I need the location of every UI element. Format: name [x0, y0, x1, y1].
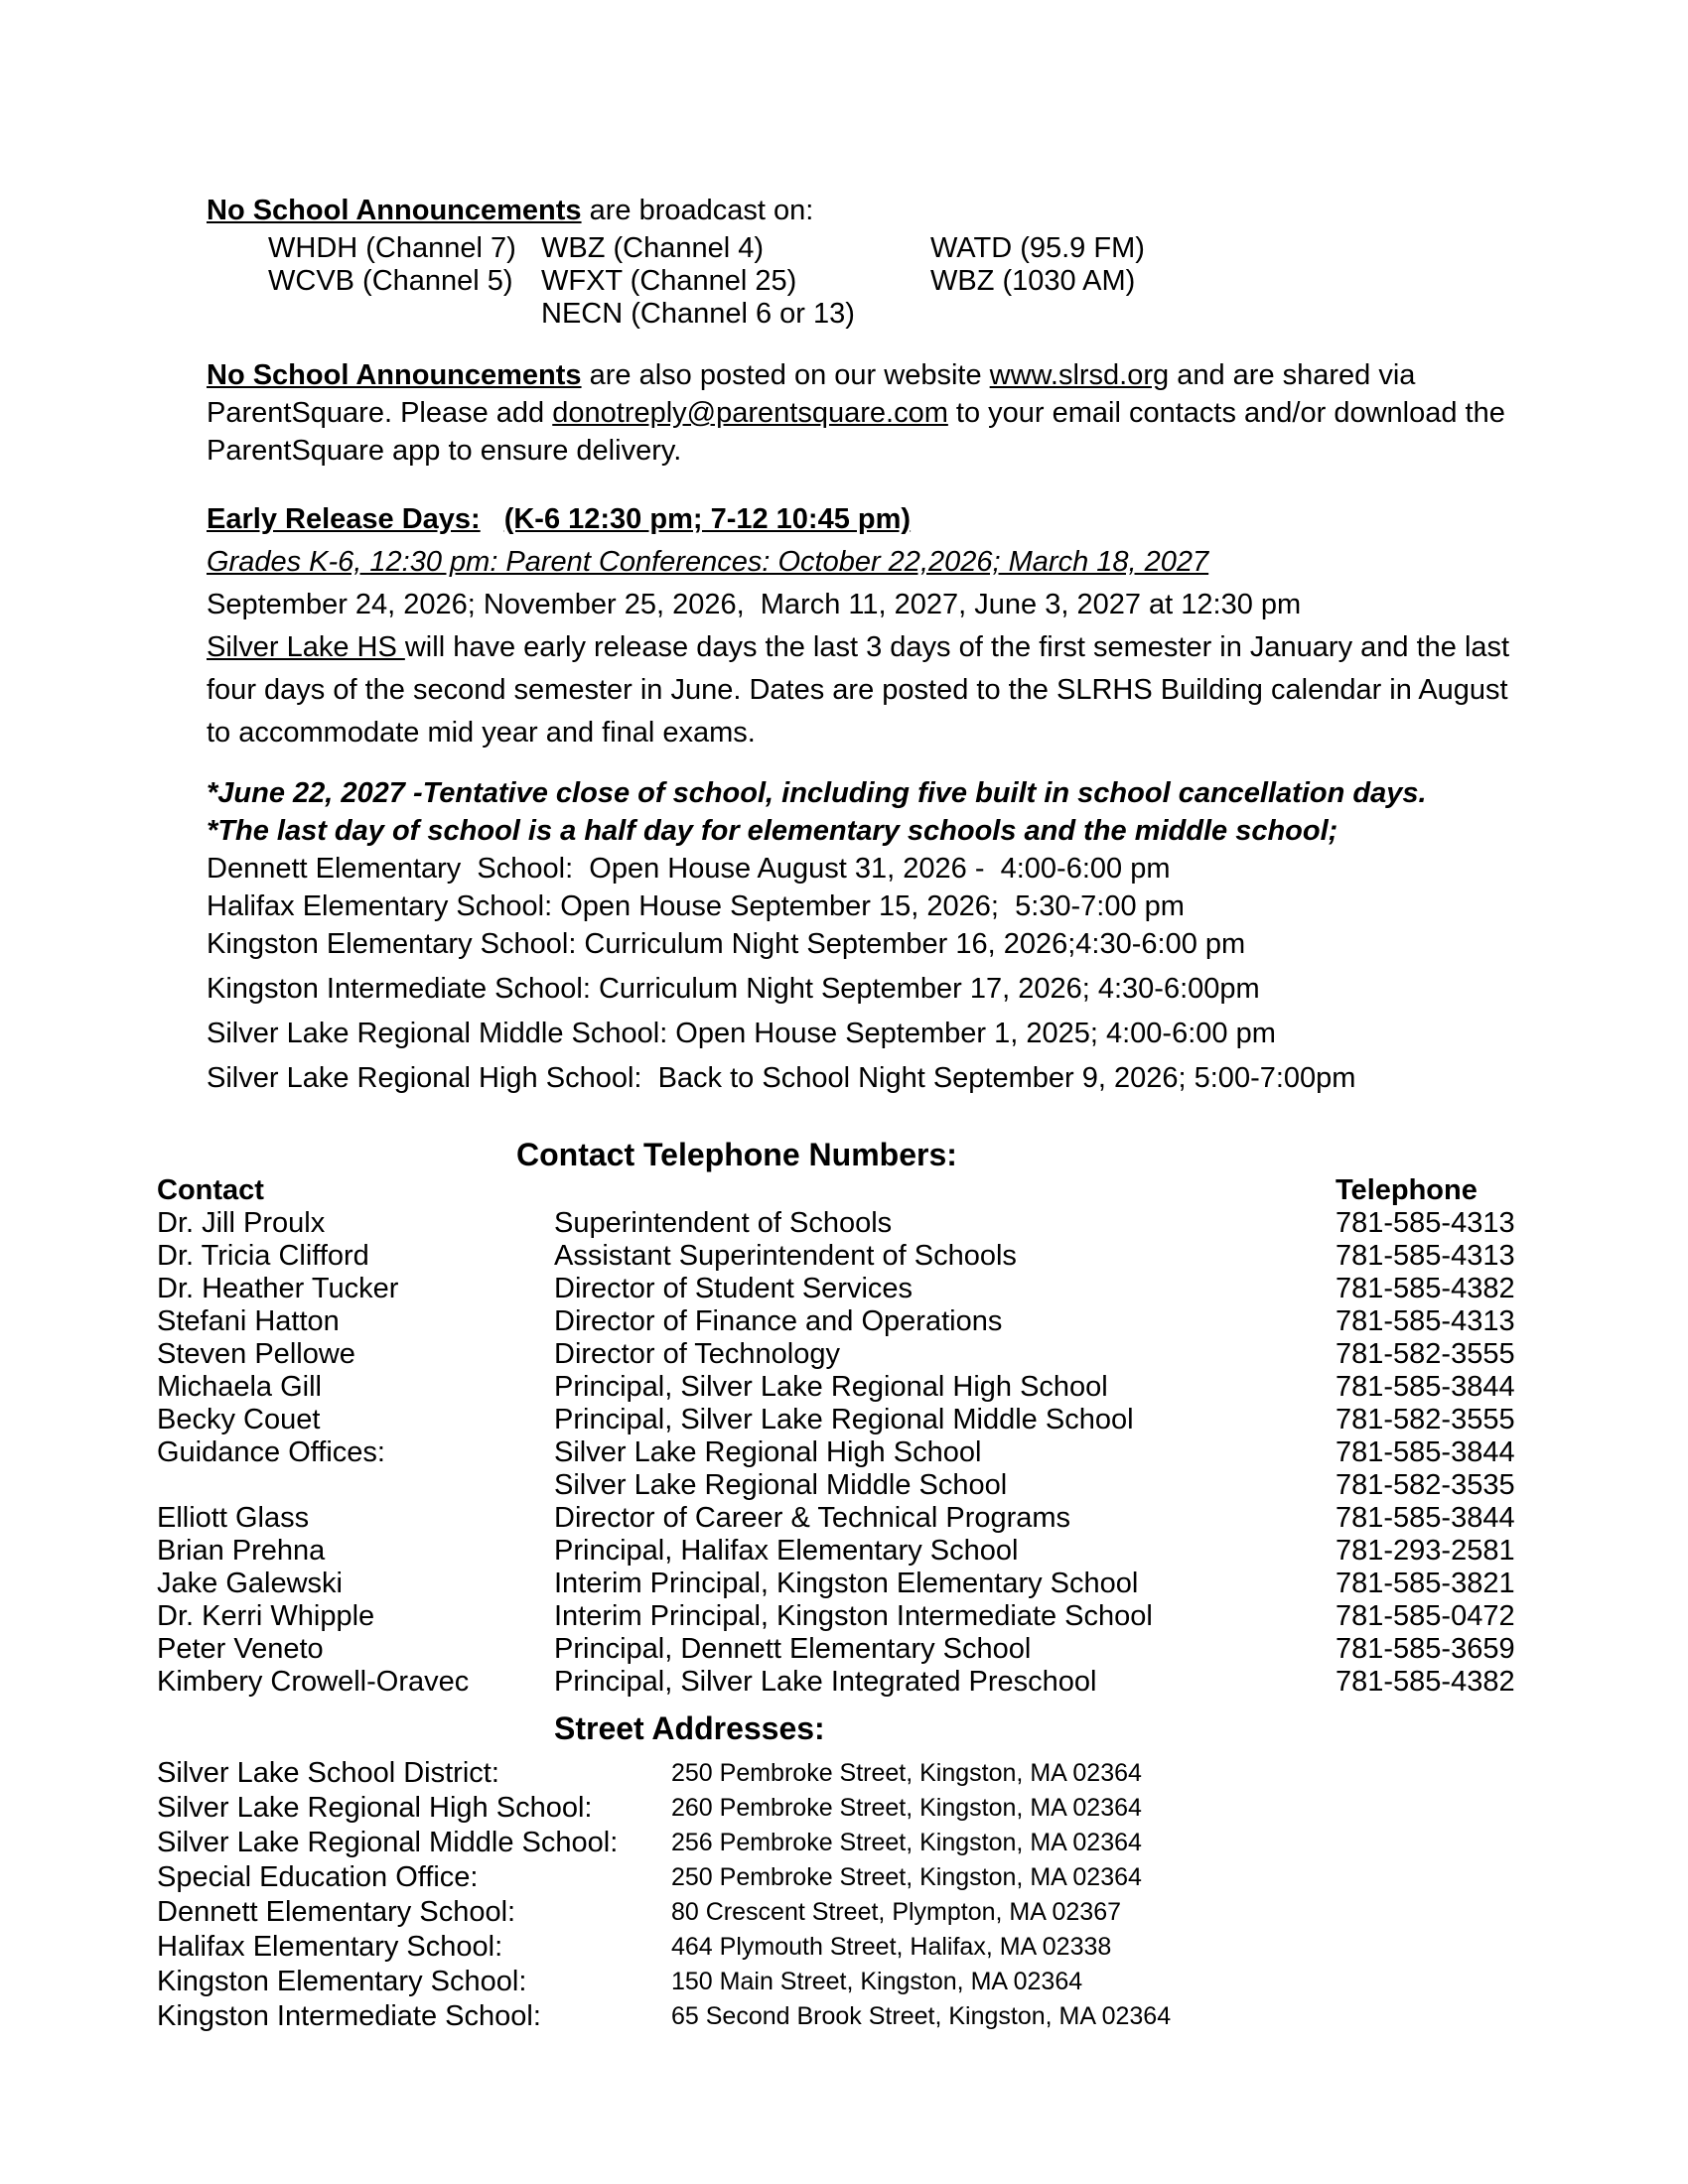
- contact-phone: 781-585-4313: [1336, 1240, 1515, 1272]
- website-posting-paragraph: [207, 356, 1688, 470]
- contact-row: [157, 1600, 1688, 1633]
- event-kingston-elementary: Kingston Elementary School: Curriculum Night September 16, 2026;4:30-6:00 pm: [207, 928, 1246, 960]
- contact-row: [157, 1207, 1688, 1240]
- posting-text-2: and are shared via: [1169, 359, 1416, 391]
- contact-role: Superintendent of Schools: [554, 1207, 893, 1239]
- addresses-table: [157, 1756, 1688, 2034]
- contact-phone: 781-585-0472: [1336, 1600, 1515, 1632]
- address-value: 80 Crescent Street, Plympton, MA 02367: [671, 1898, 1122, 1926]
- contact-name: Kimbery Crowell-Oravec: [157, 1666, 470, 1698]
- contact-role: Director of Finance and Operations: [554, 1305, 1003, 1337]
- contact-phone: 781-582-3555: [1336, 1338, 1515, 1370]
- email-link[interactable]: donotreply@parentsquare.com: [552, 397, 948, 429]
- address-row: [157, 1965, 1688, 1999]
- contact-phone: 781-585-4313: [1336, 1305, 1515, 1337]
- contact-name: Steven Pellowe: [157, 1338, 355, 1370]
- event-middle-school: Silver Lake Regional Middle School: Open House September 1, 2025; 4:00-6:00 pm: [207, 1018, 1276, 1049]
- contact-phone: 781-585-3844: [1336, 1502, 1515, 1534]
- contact-column-header: Contact: [157, 1174, 264, 1206]
- contact-name: Dr. Tricia Clifford: [157, 1240, 369, 1272]
- broadcast-heading-rest: are broadcast on:: [581, 195, 814, 226]
- address-value: 250 Pembroke Street, Kingston, MA 02364: [671, 1759, 1142, 1787]
- contact-phone: 781-585-4382: [1336, 1666, 1515, 1698]
- event-kingston-intermediate: Kingston Intermediate School: Curriculum Night September 17, 2026; 4:30-6:00pm: [207, 973, 1260, 1005]
- address-value: 250 Pembroke Street, Kingston, MA 02364: [671, 1863, 1142, 1891]
- contact-row: [157, 1568, 1688, 1600]
- address-value: 150 Main Street, Kingston, MA 02364: [671, 1968, 1083, 1995]
- contacts-header-row: [157, 1174, 1688, 1207]
- addresses-section: [0, 1708, 1688, 2034]
- address-row: [157, 1860, 1688, 1895]
- channel-item: WBZ (1030 AM): [930, 265, 1136, 297]
- contact-phone: 781-582-3535: [1336, 1469, 1515, 1501]
- contact-phone: 781-585-3659: [1336, 1633, 1515, 1665]
- address-row: [157, 1826, 1688, 1860]
- telephone-column-header: Telephone: [1336, 1174, 1477, 1206]
- contact-role: Assistant Superintendent of Schools: [554, 1240, 1017, 1272]
- address-label: Silver Lake School District:: [157, 1757, 499, 1789]
- channel-item: WCVB (Channel 5): [268, 265, 513, 297]
- address-label: Silver Lake Regional High School:: [157, 1792, 593, 1824]
- contact-phone: 781-585-3844: [1336, 1436, 1515, 1468]
- contact-row: [157, 1469, 1688, 1502]
- contact-role: Principal, Dennett Elementary School: [554, 1633, 1032, 1665]
- broadcast-heading: [207, 193, 1688, 228]
- address-row: [157, 1999, 1688, 2034]
- parent-conferences-line: Grades K-6, 12:30 pm: Parent Conferences: October 22,2026; March 18, 2027: [207, 546, 1209, 578]
- contact-row: [157, 1502, 1688, 1535]
- address-value: 256 Pembroke Street, Kingston, MA 02364: [671, 1829, 1142, 1856]
- early-release-dates: September 24, 2026; November 25, 2026, March 11, 2027, June 3, 2027 at 12:30 pm: [207, 589, 1302, 620]
- event-dennett: Dennett Elementary School: Open House August 31, 2026 - 4:00-6:00 pm: [207, 853, 1171, 885]
- posting-text-3: ParentSquare. Please add: [207, 397, 553, 429]
- role-column-header: [554, 1174, 1336, 1207]
- contact-phone: 781-585-4382: [1336, 1273, 1515, 1304]
- address-value: 464 Plymouth Street, Halifax, MA 02338: [671, 1933, 1112, 1961]
- addresses-title: Street Addresses:: [554, 1710, 825, 1746]
- channel-item: WHDH (Channel 7): [268, 232, 516, 264]
- contact-row: [157, 1436, 1688, 1469]
- contact-name: Elliott Glass: [157, 1502, 310, 1534]
- contact-row: [157, 1371, 1688, 1404]
- contact-name: Dr. Heather Tucker: [157, 1273, 399, 1304]
- contact-row: [157, 1404, 1688, 1436]
- contact-phone: 781-585-4313: [1336, 1207, 1515, 1239]
- channel-item: WBZ (Channel 4): [541, 232, 765, 264]
- address-value: 65 Second Brook Street, Kingston, MA 02364: [671, 2002, 1172, 2030]
- silver-lake-hs-label: Silver Lake HS: [207, 631, 405, 663]
- contact-phone: 781-585-3844: [1336, 1371, 1515, 1403]
- contact-row: [157, 1273, 1688, 1305]
- contact-phone: 781-293-2581: [1336, 1535, 1515, 1567]
- contact-role: Principal, Halifax Elementary School: [554, 1535, 1019, 1567]
- channel-item: WFXT (Channel 25): [541, 265, 797, 297]
- contact-name: Jake Galewski: [157, 1568, 343, 1599]
- broadcast-section: [207, 0, 1688, 331]
- contacts-section: [0, 1135, 1688, 1699]
- event-high-school: Silver Lake Regional High School: Back to School Night September 9, 2026; 5:00-7:00pm: [207, 1062, 1356, 1094]
- early-release-section: [207, 498, 1688, 754]
- contact-row: [157, 1240, 1688, 1273]
- address-label: Halifax Elementary School:: [157, 1931, 503, 1963]
- contact-name: Stefani Hatton: [157, 1305, 340, 1337]
- contact-row: [157, 1535, 1688, 1568]
- posting-text-5: ParentSquare app to ensure delivery.: [207, 435, 682, 467]
- contact-role: Principal, Silver Lake Integrated Preschool: [554, 1666, 1097, 1698]
- contact-role: Director of Technology: [554, 1338, 841, 1370]
- channel-item-empty: [268, 298, 541, 331]
- half-day-line: *The last day of school is a half day for elementary schools and the middle school;: [207, 815, 1338, 847]
- posting-text-1: are also posted on our website: [581, 359, 990, 391]
- contact-name: Brian Prehna: [157, 1535, 326, 1567]
- address-label: Special Education Office:: [157, 1861, 479, 1893]
- early-release-heading: [207, 498, 1688, 541]
- contact-row: [157, 1305, 1688, 1338]
- channel-item: WATD (95.9 FM): [930, 232, 1145, 264]
- contact-row: [157, 1633, 1688, 1666]
- contact-name: [157, 1469, 554, 1502]
- contact-role: Silver Lake Regional Middle School: [554, 1469, 1008, 1501]
- channel-list: [268, 232, 1688, 331]
- contact-row: [157, 1666, 1688, 1699]
- contact-name: Dr. Jill Proulx: [157, 1207, 326, 1239]
- early-release-schedule: (K-6 12:30 pm; 7-12 10:45 pm): [503, 503, 912, 535]
- address-row: [157, 1895, 1688, 1930]
- contact-role: Principal, Silver Lake Regional High School: [554, 1371, 1108, 1403]
- address-label: Kingston Elementary School:: [157, 1966, 527, 1997]
- address-label: Silver Lake Regional Middle School:: [157, 1827, 619, 1858]
- posting-bold: No School Announcements: [207, 359, 582, 391]
- contact-phone: 781-585-3821: [1336, 1568, 1515, 1599]
- contact-name: Michaela Gill: [157, 1371, 322, 1403]
- website-link[interactable]: www.slrsd.org: [989, 359, 1170, 391]
- channel-item: NECN (Channel 6 or 13): [541, 298, 855, 330]
- posting-text-4: to your email contacts and/or download the: [947, 397, 1505, 429]
- address-row: [157, 1930, 1688, 1965]
- contact-role: Principal, Silver Lake Regional Middle School: [554, 1404, 1134, 1435]
- contact-role: Director of Student Services: [554, 1273, 914, 1304]
- tentative-close-line: *June 22, 2027 -Tentative close of school, including five built in school cancellation days.: [207, 777, 1427, 809]
- closing-section: [207, 774, 1688, 1097]
- channel-item-empty: [930, 298, 1688, 331]
- contact-name: Peter Veneto: [157, 1633, 324, 1665]
- broadcast-heading-bold: No School Announcements: [207, 195, 582, 226]
- address-row: [157, 1791, 1688, 1826]
- contact-role: Director of Career & Technical Programs: [554, 1502, 1071, 1534]
- contact-row: [157, 1338, 1688, 1371]
- address-label: Dennett Elementary School:: [157, 1896, 516, 1928]
- contact-role: Silver Lake Regional High School: [554, 1436, 982, 1468]
- contact-role: Interim Principal, Kingston Intermediate School: [554, 1600, 1153, 1632]
- contact-name: Becky Couet: [157, 1404, 321, 1435]
- contacts-table: [157, 1174, 1688, 1699]
- contact-role: Interim Principal, Kingston Elementary School: [554, 1568, 1139, 1599]
- address-label: Kingston Intermediate School:: [157, 2000, 541, 2032]
- contact-phone: 781-582-3555: [1336, 1404, 1515, 1435]
- contact-name: Dr. Kerri Whipple: [157, 1600, 375, 1632]
- early-release-label: Early Release Days:: [207, 503, 481, 535]
- address-value: 260 Pembroke Street, Kingston, MA 02364: [671, 1794, 1142, 1822]
- contacts-title: Contact Telephone Numbers:: [516, 1137, 957, 1172]
- high-school-early-release: Silver Lake HS will have early release days the last 3 days of the first semester in January and the last four days of the second semester in June. Dates are posted to the SLRHS Building calendar in August to accommodate mid year and final exams.: [207, 631, 1510, 749]
- address-row: [157, 1756, 1688, 1791]
- event-halifax: Halifax Elementary School: Open House September 15, 2026; 5:30-7:00 pm: [207, 890, 1185, 922]
- contact-name: Guidance Offices:: [157, 1436, 385, 1468]
